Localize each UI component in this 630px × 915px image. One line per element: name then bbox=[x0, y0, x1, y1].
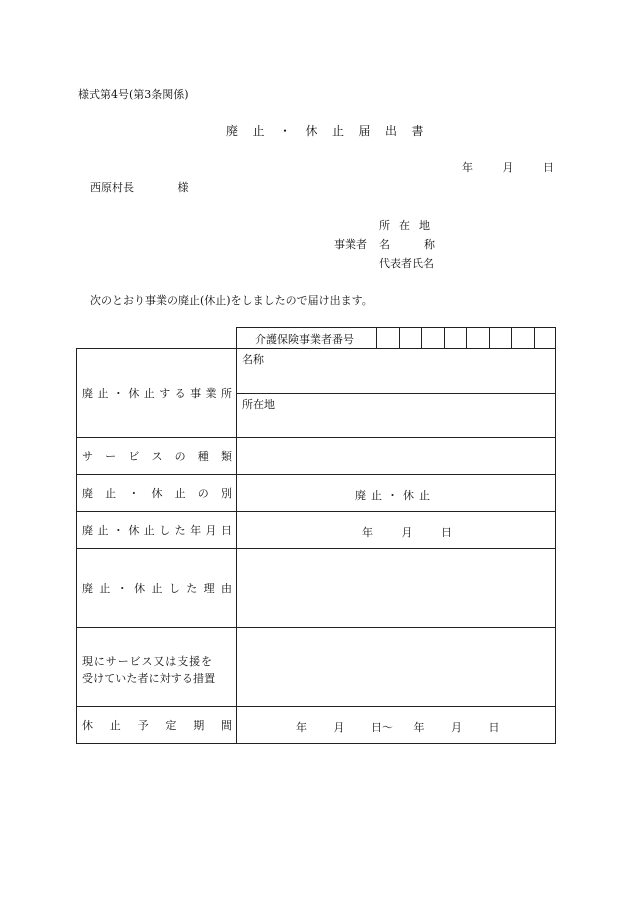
label-char: の bbox=[174, 450, 186, 463]
page-title bbox=[226, 122, 439, 139]
label-char: ・ bbox=[112, 387, 124, 400]
label-char: 休 bbox=[134, 582, 146, 595]
reason-label bbox=[82, 579, 232, 597]
label-char: 止 bbox=[105, 487, 117, 500]
label-char: 廃 bbox=[82, 387, 93, 400]
facility-name-label: 名称 bbox=[242, 353, 264, 366]
label-char: 止 bbox=[99, 582, 111, 595]
label-char: サ bbox=[82, 450, 93, 463]
addressee-name: 西原村長 bbox=[90, 181, 134, 194]
label-char: 事 bbox=[190, 387, 202, 400]
label-char: 休 bbox=[151, 487, 163, 500]
label-char: 止 bbox=[143, 524, 155, 537]
label-char: 期 bbox=[193, 719, 205, 732]
label-char: 止 bbox=[143, 387, 155, 400]
label-char: 類 bbox=[220, 450, 232, 463]
label-char: 種 bbox=[197, 450, 209, 463]
label-char: ・ bbox=[112, 524, 124, 537]
label-char: た bbox=[186, 582, 198, 595]
label-char: す bbox=[159, 387, 171, 400]
label-char: の bbox=[197, 487, 209, 500]
label-text bbox=[82, 485, 232, 501]
provider-number-label: 介護保険事業者番号 bbox=[255, 333, 354, 346]
period-value bbox=[296, 719, 500, 735]
label-char: 年 bbox=[190, 524, 202, 537]
label-char: 止 bbox=[97, 524, 109, 537]
label-char: 間 bbox=[220, 719, 232, 732]
label-char: 定 bbox=[165, 719, 177, 732]
date-value bbox=[362, 524, 452, 540]
period-month-1: 月 bbox=[333, 721, 345, 734]
abolish-suspend-label bbox=[82, 484, 232, 502]
label-text bbox=[82, 580, 232, 596]
label-char: 理 bbox=[203, 582, 215, 595]
measures-label-line1: 現にサービス又は支援を bbox=[82, 655, 213, 668]
period-year-1: 年 bbox=[296, 721, 307, 734]
date-month: 月 bbox=[502, 161, 514, 174]
label-char: 予 bbox=[137, 719, 149, 732]
label-char: ス bbox=[151, 450, 163, 463]
period-label bbox=[82, 716, 232, 734]
label-char: 別 bbox=[220, 487, 232, 500]
date-label bbox=[82, 521, 232, 539]
label-text bbox=[82, 448, 232, 464]
service-type-label bbox=[82, 447, 232, 465]
label-char: 廃 bbox=[82, 524, 93, 537]
label-char: 由 bbox=[221, 582, 232, 595]
label-char: 廃 bbox=[82, 487, 93, 500]
applicant-label: 事業者 bbox=[334, 238, 367, 251]
facility-address-label: 所在地 bbox=[242, 398, 275, 411]
label-char: ビ bbox=[128, 450, 140, 463]
form-number: 様式第4号(第3条関係) bbox=[78, 88, 189, 101]
label-char: ・ bbox=[116, 582, 128, 595]
measures-label-line2: 受けていた者に対する措置 bbox=[82, 672, 216, 685]
label-char: 休 bbox=[128, 387, 140, 400]
label-char: し bbox=[168, 582, 180, 595]
abolish-suspend-value: 廃止・休止 bbox=[355, 489, 435, 502]
applicant-address-label: 所在地 bbox=[379, 219, 439, 232]
label-char: 月 bbox=[205, 524, 217, 537]
label-char: 休 bbox=[82, 719, 93, 732]
label-text bbox=[82, 385, 232, 401]
date-value-month: 月 bbox=[401, 526, 413, 539]
label-char: 止 bbox=[174, 487, 186, 500]
label-char: 業 bbox=[205, 387, 217, 400]
label-text bbox=[82, 522, 232, 538]
label-char: ー bbox=[105, 450, 117, 463]
date-day: 日 bbox=[543, 161, 554, 174]
date-value-year: 年 bbox=[362, 526, 373, 539]
label-char: 休 bbox=[128, 524, 140, 537]
addressee-honorific: 様 bbox=[177, 181, 189, 194]
label-char: し bbox=[159, 524, 171, 537]
page-title-text: 廃止・休止届出書 bbox=[226, 124, 439, 138]
period-month-2: 月 bbox=[451, 721, 462, 734]
statement: 次のとおり事業の廃止(休止)をしましたので届け出ます。 bbox=[90, 294, 373, 307]
period-day-1: 日〜 bbox=[371, 721, 393, 734]
label-char: 所 bbox=[220, 387, 232, 400]
label-text bbox=[82, 717, 232, 733]
applicant-name-label: 名称 bbox=[379, 238, 469, 251]
label-char: た bbox=[174, 524, 186, 537]
label-char: 止 bbox=[151, 582, 163, 595]
label-char: 止 bbox=[97, 387, 109, 400]
facility-label bbox=[82, 384, 232, 402]
period-day-2: 日 bbox=[488, 721, 500, 734]
label-char: 止 bbox=[109, 719, 121, 732]
label-char: る bbox=[174, 387, 186, 400]
label-char: ・ bbox=[128, 487, 140, 500]
period-year-2: 年 bbox=[413, 721, 425, 734]
date-value-day: 日 bbox=[441, 526, 452, 539]
addressee bbox=[90, 179, 189, 195]
applicant-representative-label: 代表者氏名 bbox=[379, 257, 434, 270]
label-char: 日 bbox=[220, 524, 232, 537]
date-year: 年 bbox=[462, 161, 473, 174]
date-line bbox=[462, 159, 554, 175]
label-char: 廃 bbox=[82, 582, 93, 595]
